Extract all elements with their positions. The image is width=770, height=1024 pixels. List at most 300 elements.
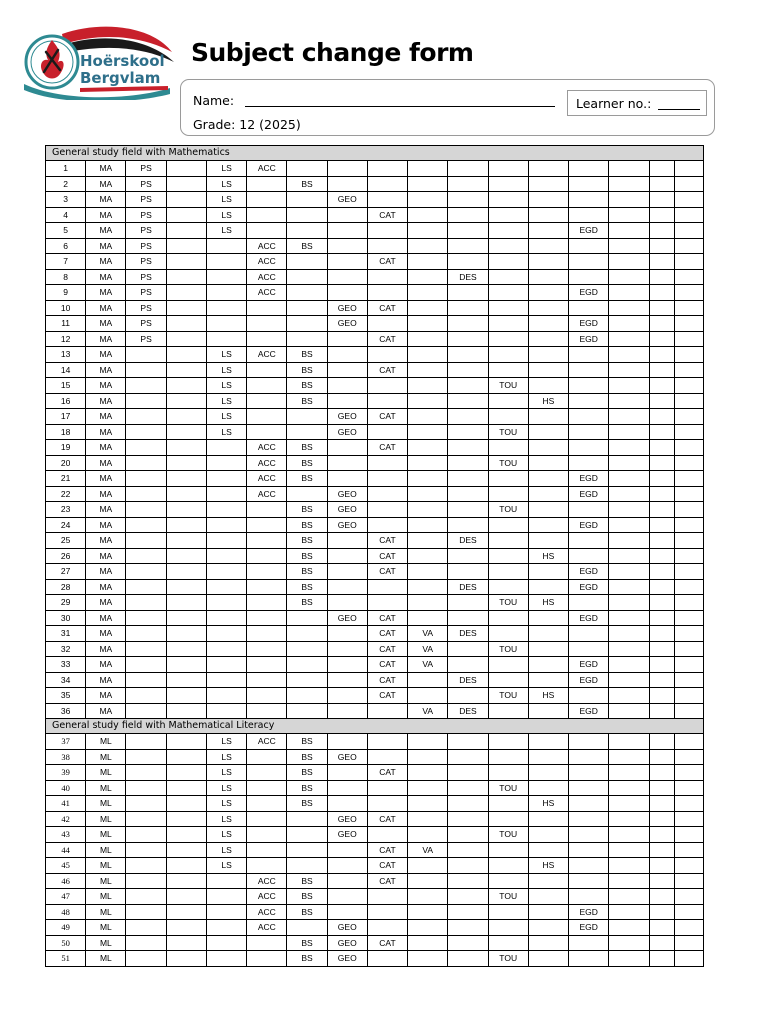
section-header (46, 146, 704, 161)
combination-number: 13 (46, 347, 86, 363)
empty-cell (367, 951, 407, 967)
subject-cell: EGD (569, 904, 609, 920)
combination-number: 44 (46, 842, 86, 858)
empty-cell (408, 347, 448, 363)
empty-cell (649, 951, 674, 967)
combination-number: 9 (46, 285, 86, 301)
empty-cell (287, 285, 327, 301)
empty-cell (166, 873, 206, 889)
empty-cell (206, 285, 246, 301)
empty-cell (569, 796, 609, 812)
empty-cell (126, 796, 166, 812)
empty-cell (488, 672, 528, 688)
empty-cell (609, 254, 649, 270)
empty-cell (206, 579, 246, 595)
empty-cell (488, 548, 528, 564)
empty-cell (569, 300, 609, 316)
empty-cell (408, 393, 448, 409)
empty-cell (528, 703, 568, 719)
empty-cell (448, 331, 488, 347)
subject-cell: CAT (367, 533, 407, 549)
subject-cell: ML (86, 889, 126, 905)
empty-cell (569, 378, 609, 394)
subject-cell: MA (86, 657, 126, 673)
empty-cell (166, 192, 206, 208)
table-row (46, 564, 704, 580)
empty-cell (609, 920, 649, 936)
empty-cell (569, 626, 609, 642)
empty-cell (488, 393, 528, 409)
empty-cell (448, 827, 488, 843)
empty-cell (649, 780, 674, 796)
empty-cell (408, 688, 448, 704)
empty-cell (674, 657, 703, 673)
combination-number: 33 (46, 657, 86, 673)
empty-cell (649, 533, 674, 549)
empty-cell (247, 749, 287, 765)
empty-cell (609, 688, 649, 704)
empty-cell (287, 223, 327, 239)
subject-cell: ML (86, 780, 126, 796)
empty-cell (569, 873, 609, 889)
subject-cell: BS (287, 780, 327, 796)
empty-cell (674, 765, 703, 781)
subject-cell: PS (126, 269, 166, 285)
subject-cell: LS (206, 393, 246, 409)
empty-cell (367, 595, 407, 611)
empty-cell (247, 223, 287, 239)
empty-cell (488, 207, 528, 223)
empty-cell (528, 734, 568, 750)
subject-cell: CAT (367, 548, 407, 564)
learner-number-box (567, 90, 707, 116)
subject-cell: MA (86, 192, 126, 208)
combination-number: 25 (46, 533, 86, 549)
table-row (46, 316, 704, 332)
empty-cell (327, 362, 367, 378)
empty-cell (674, 579, 703, 595)
empty-cell (674, 564, 703, 580)
empty-cell (569, 641, 609, 657)
empty-cell (408, 780, 448, 796)
empty-cell (674, 455, 703, 471)
combination-number: 51 (46, 951, 86, 967)
empty-cell (528, 440, 568, 456)
empty-cell (408, 192, 448, 208)
empty-cell (247, 548, 287, 564)
empty-cell (448, 300, 488, 316)
empty-cell (528, 331, 568, 347)
subject-cell: CAT (367, 564, 407, 580)
empty-cell (126, 517, 166, 533)
empty-cell (166, 796, 206, 812)
empty-cell (609, 440, 649, 456)
subject-cell: HS (528, 393, 568, 409)
empty-cell (448, 207, 488, 223)
empty-cell (166, 579, 206, 595)
empty-cell (327, 780, 367, 796)
empty-cell (247, 780, 287, 796)
empty-cell (166, 842, 206, 858)
empty-cell (488, 765, 528, 781)
logo-text-line1: Hoërskool (80, 52, 165, 70)
subject-cell: ACC (247, 455, 287, 471)
section-title: General study field with Mathematics (46, 146, 704, 161)
subject-cell: HS (528, 796, 568, 812)
empty-cell (649, 548, 674, 564)
empty-cell (247, 207, 287, 223)
empty-cell (448, 873, 488, 889)
empty-cell (287, 424, 327, 440)
combination-number: 12 (46, 331, 86, 347)
empty-cell (448, 316, 488, 332)
empty-cell (367, 471, 407, 487)
empty-cell (649, 331, 674, 347)
empty-cell (126, 657, 166, 673)
empty-cell (408, 207, 448, 223)
empty-cell (367, 889, 407, 905)
empty-cell (528, 316, 568, 332)
empty-cell (674, 703, 703, 719)
empty-cell (408, 564, 448, 580)
table-row (46, 455, 704, 471)
empty-cell (206, 873, 246, 889)
empty-cell (166, 920, 206, 936)
empty-cell (448, 223, 488, 239)
empty-cell (247, 176, 287, 192)
empty-cell (674, 238, 703, 254)
subject-cell: VA (408, 842, 448, 858)
empty-cell (206, 610, 246, 626)
empty-cell (126, 533, 166, 549)
empty-cell (247, 362, 287, 378)
empty-cell (569, 192, 609, 208)
empty-cell (488, 269, 528, 285)
table-row (46, 409, 704, 425)
empty-cell (287, 920, 327, 936)
subject-cell: ACC (247, 269, 287, 285)
subject-cell: MA (86, 409, 126, 425)
subject-cell: DES (448, 579, 488, 595)
empty-cell (569, 780, 609, 796)
empty-cell (448, 688, 488, 704)
subject-cell: LS (206, 192, 246, 208)
empty-cell (609, 409, 649, 425)
empty-cell (287, 409, 327, 425)
subject-cell: MA (86, 471, 126, 487)
empty-cell (448, 920, 488, 936)
subject-cell: BS (287, 502, 327, 518)
empty-cell (166, 904, 206, 920)
empty-cell (649, 811, 674, 827)
empty-cell (126, 486, 166, 502)
subject-cell: CAT (367, 935, 407, 951)
subject-cell: EGD (569, 316, 609, 332)
empty-cell (126, 873, 166, 889)
empty-cell (166, 765, 206, 781)
empty-cell (408, 254, 448, 270)
table-row (46, 471, 704, 487)
table-row (46, 873, 704, 889)
empty-cell (609, 951, 649, 967)
empty-cell (166, 780, 206, 796)
table-row (46, 161, 704, 177)
empty-cell (327, 207, 367, 223)
empty-cell (408, 486, 448, 502)
empty-cell (609, 873, 649, 889)
subject-cell: ACC (247, 285, 287, 301)
empty-cell (488, 192, 528, 208)
table-row (46, 858, 704, 874)
empty-cell (569, 688, 609, 704)
empty-cell (247, 409, 287, 425)
empty-cell (166, 548, 206, 564)
empty-cell (674, 610, 703, 626)
combination-number: 34 (46, 672, 86, 688)
subject-cell: VA (408, 703, 448, 719)
empty-cell (166, 951, 206, 967)
empty-cell (206, 440, 246, 456)
subject-cell: ML (86, 951, 126, 967)
empty-cell (649, 486, 674, 502)
learner-number-field[interactable] (658, 109, 700, 110)
empty-cell (649, 176, 674, 192)
empty-cell (649, 610, 674, 626)
empty-cell (408, 579, 448, 595)
empty-cell (674, 176, 703, 192)
subject-cell: CAT (367, 626, 407, 642)
empty-cell (528, 827, 568, 843)
empty-cell (126, 780, 166, 796)
empty-cell (649, 688, 674, 704)
subject-cell: GEO (327, 192, 367, 208)
empty-cell (166, 935, 206, 951)
subject-cell: ML (86, 920, 126, 936)
empty-cell (166, 827, 206, 843)
combination-number: 30 (46, 610, 86, 626)
table-row (46, 657, 704, 673)
empty-cell (327, 238, 367, 254)
empty-cell (569, 548, 609, 564)
subject-cell: BS (287, 873, 327, 889)
subject-cell: VA (408, 657, 448, 673)
empty-cell (327, 873, 367, 889)
empty-cell (448, 749, 488, 765)
empty-cell (126, 641, 166, 657)
empty-cell (206, 471, 246, 487)
subject-cell: LS (206, 223, 246, 239)
empty-cell (609, 223, 649, 239)
empty-cell (206, 703, 246, 719)
empty-cell (609, 935, 649, 951)
empty-cell (367, 176, 407, 192)
empty-cell (488, 873, 528, 889)
subject-cell: MA (86, 285, 126, 301)
empty-cell (528, 424, 568, 440)
subject-cell: LS (206, 780, 246, 796)
empty-cell (609, 378, 649, 394)
empty-cell (674, 873, 703, 889)
empty-cell (674, 796, 703, 812)
subject-cell: MA (86, 579, 126, 595)
empty-cell (367, 285, 407, 301)
subject-cell: BS (287, 765, 327, 781)
empty-cell (528, 192, 568, 208)
empty-cell (569, 238, 609, 254)
table-row (46, 734, 704, 750)
empty-cell (674, 811, 703, 827)
empty-cell (569, 734, 609, 750)
empty-cell (327, 285, 367, 301)
table-row (46, 749, 704, 765)
combination-number: 50 (46, 935, 86, 951)
table-row (46, 238, 704, 254)
empty-cell (488, 238, 528, 254)
empty-cell (408, 316, 448, 332)
empty-cell (674, 734, 703, 750)
subject-cell: PS (126, 331, 166, 347)
subject-cell: BS (287, 734, 327, 750)
empty-cell (206, 641, 246, 657)
subject-cell: BS (287, 455, 327, 471)
empty-cell (674, 316, 703, 332)
subject-cell: ACC (247, 873, 287, 889)
combination-number: 16 (46, 393, 86, 409)
combination-number: 39 (46, 765, 86, 781)
empty-cell (649, 889, 674, 905)
empty-cell (488, 935, 528, 951)
empty-cell (126, 440, 166, 456)
empty-cell (649, 424, 674, 440)
empty-cell (528, 254, 568, 270)
empty-cell (408, 269, 448, 285)
empty-cell (166, 811, 206, 827)
name-field[interactable] (245, 106, 555, 107)
combination-number: 45 (46, 858, 86, 874)
empty-cell (649, 238, 674, 254)
subject-cell: CAT (367, 765, 407, 781)
empty-cell (206, 548, 246, 564)
subject-cell: ML (86, 827, 126, 843)
empty-cell (408, 595, 448, 611)
subject-cell: ML (86, 734, 126, 750)
subject-cell: GEO (327, 316, 367, 332)
empty-cell (126, 920, 166, 936)
subject-cell: MA (86, 347, 126, 363)
empty-cell (448, 595, 488, 611)
empty-cell (367, 827, 407, 843)
empty-cell (247, 688, 287, 704)
empty-cell (408, 889, 448, 905)
subject-cell: TOU (488, 827, 528, 843)
empty-cell (126, 362, 166, 378)
subject-cell: MA (86, 378, 126, 394)
empty-cell (287, 192, 327, 208)
empty-cell (488, 703, 528, 719)
empty-cell (528, 347, 568, 363)
subject-cell: TOU (488, 378, 528, 394)
empty-cell (367, 269, 407, 285)
subject-cell: EGD (569, 471, 609, 487)
empty-cell (569, 207, 609, 223)
empty-cell (448, 393, 488, 409)
subject-cell: EGD (569, 223, 609, 239)
empty-cell (166, 285, 206, 301)
empty-cell (327, 161, 367, 177)
empty-cell (287, 626, 327, 642)
subject-cell: MA (86, 595, 126, 611)
table-row (46, 502, 704, 518)
subject-cell: CAT (367, 331, 407, 347)
subject-cell: CAT (367, 842, 407, 858)
empty-cell (408, 517, 448, 533)
empty-cell (488, 920, 528, 936)
table-row (46, 951, 704, 967)
empty-cell (327, 858, 367, 874)
empty-cell (528, 409, 568, 425)
empty-cell (206, 455, 246, 471)
empty-cell (166, 207, 206, 223)
empty-cell (206, 889, 246, 905)
empty-cell (448, 889, 488, 905)
subject-cell: MA (86, 254, 126, 270)
empty-cell (674, 378, 703, 394)
empty-cell (488, 331, 528, 347)
subject-cell: MA (86, 331, 126, 347)
empty-cell (609, 641, 649, 657)
empty-cell (649, 254, 674, 270)
subject-cell: LS (206, 176, 246, 192)
empty-cell (448, 548, 488, 564)
empty-cell (166, 161, 206, 177)
empty-cell (166, 889, 206, 905)
empty-cell (528, 176, 568, 192)
table-row (46, 641, 704, 657)
subject-cell: EGD (569, 564, 609, 580)
empty-cell (569, 935, 609, 951)
subject-cell: VA (408, 626, 448, 642)
empty-cell (674, 393, 703, 409)
combination-number: 3 (46, 192, 86, 208)
empty-cell (166, 641, 206, 657)
empty-cell (206, 486, 246, 502)
empty-cell (609, 811, 649, 827)
subject-cell: ACC (247, 486, 287, 502)
empty-cell (488, 811, 528, 827)
empty-cell (126, 951, 166, 967)
subject-cell: CAT (367, 610, 407, 626)
subject-cell: CAT (367, 254, 407, 270)
empty-cell (609, 161, 649, 177)
empty-cell (448, 502, 488, 518)
empty-cell (247, 842, 287, 858)
table-row (46, 796, 704, 812)
subject-cell: BS (287, 517, 327, 533)
empty-cell (287, 269, 327, 285)
combination-number: 29 (46, 595, 86, 611)
empty-cell (327, 548, 367, 564)
empty-cell (649, 858, 674, 874)
empty-cell (367, 796, 407, 812)
subject-cell: MA (86, 393, 126, 409)
empty-cell (166, 517, 206, 533)
subject-cell: BS (287, 378, 327, 394)
empty-cell (327, 765, 367, 781)
empty-cell (206, 657, 246, 673)
empty-cell (408, 223, 448, 239)
subject-cell: VA (408, 641, 448, 657)
empty-cell (674, 269, 703, 285)
